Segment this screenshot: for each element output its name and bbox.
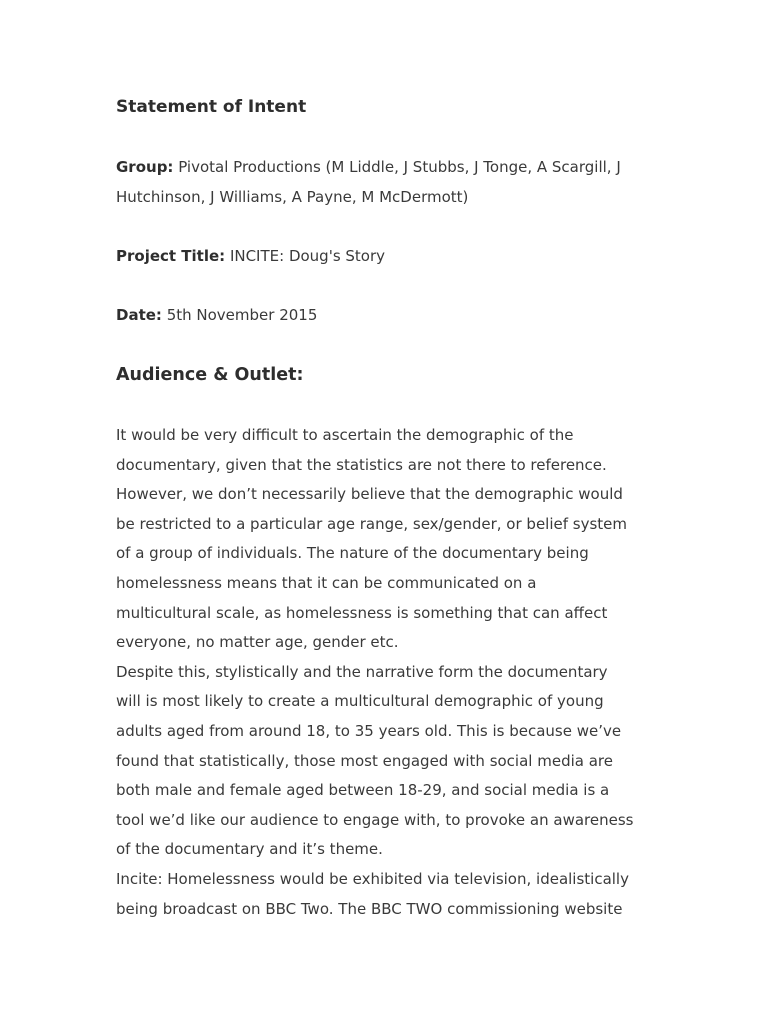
project-title-value: INCITE: Doug's Story xyxy=(229,247,386,265)
group-label: Group: xyxy=(116,158,174,176)
body-line: both male and female aged between 18-29, and social media is a xyxy=(116,781,610,800)
body-line: homelessness means that it can be communicated on a xyxy=(116,573,537,592)
body-line: be restricted to a particular age range, sex/gender, or belief system xyxy=(116,514,628,533)
body-line: However, we don’t necessarily believe that the demographic would xyxy=(116,485,623,504)
body-line: documentary, given that the statistics are not there to reference. xyxy=(116,455,607,474)
date-field xyxy=(116,301,656,331)
project-title-field xyxy=(116,242,656,272)
body-line: adults aged from around 18, to 35 years old. This is because we’ve xyxy=(116,721,622,740)
body-line: tool we’d like our audience to engage with, to provoke an awareness xyxy=(116,810,634,829)
group-field xyxy=(116,153,656,212)
body-line: Incite: Homelessness would be exhibited via television, idealistically xyxy=(116,869,629,888)
body-line: being broadcast on BBC Two. The BBC TWO commissioning website xyxy=(116,899,623,918)
document-title: Statement of Intent xyxy=(116,97,307,117)
group-value: Pivotal Productions (M Liddle, J Stubbs, J Tonge, A Scargill, J Hutchinson, J Williams, A Payne, M McDermott) xyxy=(116,158,621,206)
project-title-label: Project Title: xyxy=(116,247,226,265)
body-line: everyone, no matter age, gender etc. xyxy=(116,633,399,652)
body-line: found that statistically, those most engaged with social media are xyxy=(116,751,613,770)
body-line: It would be very difficult to ascertain the demographic of the xyxy=(116,426,574,444)
body-line: Despite this, stylistically and the narrative form the documentary xyxy=(116,662,608,681)
body-line: of a group of individuals. The nature of the documentary being xyxy=(116,544,589,563)
body-text xyxy=(116,421,656,924)
body-line: will is most likely to create a multicultural demographic of young xyxy=(116,692,604,711)
section-heading-audience-outlet: Audience & Outlet: xyxy=(116,365,304,385)
body-line: multicultural scale, as homelessness is something that can affect xyxy=(116,603,608,622)
date-label: Date: xyxy=(116,306,162,324)
date-value: 5th November 2015 xyxy=(166,306,318,324)
body-line: of the documentary and it’s theme. xyxy=(116,840,383,859)
